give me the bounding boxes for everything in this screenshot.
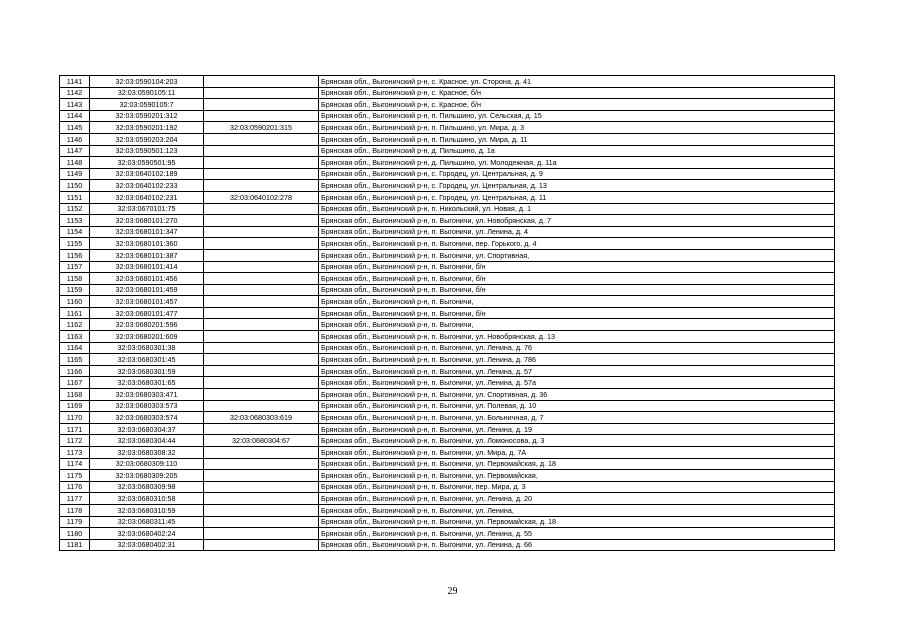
page-number: 29 — [447, 586, 458, 597]
cadastral-number-cell: 32:03:0680303:574 — [90, 412, 204, 424]
cadastral-number-cell: 32:03:0680301:45 — [90, 354, 204, 366]
cadastral-number-cell: 32:03:0640102:189 — [90, 168, 204, 180]
table-row — [60, 307, 835, 319]
linked-cadastral-number-cell — [204, 76, 319, 88]
cadastral-number-cell: 32:03:0680301:59 — [90, 365, 204, 377]
linked-cadastral-number-cell — [204, 423, 319, 435]
linked-cadastral-number-cell — [204, 168, 319, 180]
table-row — [60, 377, 835, 389]
address-cell: Брянская обл., Выгоничский р-н, д. Пильшино, ул. Молодежная, д. 11а — [319, 157, 835, 169]
cadastral-number-cell: 32:03:0590201:312 — [90, 110, 204, 122]
row-number-cell: 1177 — [60, 493, 90, 505]
table-row — [60, 365, 835, 377]
address-cell: Брянская обл., Выгоничский р-н, с. Городец, ул. Центральная, д. 11 — [319, 191, 835, 203]
row-number-cell: 1169 — [60, 400, 90, 412]
table-row — [60, 168, 835, 180]
row-number-cell: 1141 — [60, 76, 90, 88]
address-cell: Брянская обл., Выгоничский р-н, п. Выгоничи, ул. Первомайская, д. 18 — [319, 458, 835, 470]
table-row — [60, 145, 835, 157]
row-number-cell: 1161 — [60, 307, 90, 319]
cadastral-number-cell: 32:03:0680309:110 — [90, 458, 204, 470]
linked-cadastral-number-cell — [204, 319, 319, 331]
address-cell: Брянская обл., Выгоничский р-н, п. Выгоничи, ул. Первомайская, д. 18 — [319, 516, 835, 528]
address-cell: Брянская обл., Выгоничский р-н, п. Выгоничи, ул. Ломоносова, д. 3 — [319, 435, 835, 447]
row-number-cell: 1153 — [60, 215, 90, 227]
row-number-cell: 1163 — [60, 331, 90, 343]
linked-cadastral-number-cell: 32:03:0680303:619 — [204, 412, 319, 424]
linked-cadastral-number-cell: 32:03:0590201:315 — [204, 122, 319, 134]
cadastral-number-cell: 32:03:0590203:204 — [90, 133, 204, 145]
address-cell: Брянская обл., Выгоничский р-н, п. Пильшино, ул. Сельская, д. 15 — [319, 110, 835, 122]
linked-cadastral-number-cell — [204, 331, 319, 343]
address-cell: Брянская обл., Выгоничский р-н, п. Выгоничи, ул. Ленина, д. 76 — [319, 342, 835, 354]
address-cell: Брянская обл., Выгоничский р-н, п. Выгоничи, ул. Спортивная, — [319, 249, 835, 261]
cadastral-number-cell: 32:03:0670101:75 — [90, 203, 204, 215]
address-cell: Брянская обл., Выгоничский р-н, п. Выгоничи, ул. Ленина, д. 4 — [319, 226, 835, 238]
linked-cadastral-number-cell — [204, 284, 319, 296]
table-row — [60, 238, 835, 250]
address-cell: Брянская обл., Выгоничский р-н, п. Выгоничи, б/н — [319, 307, 835, 319]
table-row — [60, 296, 835, 308]
table-row — [60, 423, 835, 435]
table-row — [60, 342, 835, 354]
address-cell: Брянская обл., Выгоничский р-н, п. Выгоничи, б/н — [319, 284, 835, 296]
table-row — [60, 157, 835, 169]
address-cell: Брянская обл., Выгоничский р-н, п. Выгоничи, — [319, 319, 835, 331]
address-cell: Брянская обл., Выгоничский р-н, п. Выгоничи, ул. Полевая, д. 10 — [319, 400, 835, 412]
linked-cadastral-number-cell — [204, 296, 319, 308]
row-number-cell: 1181 — [60, 539, 90, 551]
cadastral-number-cell: 32:03:0590105:7 — [90, 99, 204, 111]
cadastral-number-cell: 32:03:0680101:270 — [90, 215, 204, 227]
cadastral-number-cell: 32:03:0590501:123 — [90, 145, 204, 157]
cadastral-number-cell: 32:03:0680101:347 — [90, 226, 204, 238]
address-cell: Брянская обл., Выгоничский р-н, п. Выгоничи, ул. Ленина, д. 66 — [319, 539, 835, 551]
table-row — [60, 470, 835, 482]
cadastral-number-cell: 32:03:0590104:203 — [90, 76, 204, 88]
cadastral-number-cell: 32:03:0680301:65 — [90, 377, 204, 389]
cadastral-number-cell: 32:03:0680303:471 — [90, 389, 204, 401]
row-number-cell: 1168 — [60, 389, 90, 401]
row-number-cell: 1173 — [60, 447, 90, 459]
linked-cadastral-number-cell — [204, 539, 319, 551]
linked-cadastral-number-cell — [204, 458, 319, 470]
table-row — [60, 203, 835, 215]
table-row — [60, 110, 835, 122]
address-cell: Брянская обл., Выгоничский р-н, п. Выгоничи, пер. Мира, д. 3 — [319, 481, 835, 493]
address-cell: Брянская обл., Выгоничский р-н, с. Красное, б/н — [319, 87, 835, 99]
table-row — [60, 87, 835, 99]
linked-cadastral-number-cell — [204, 238, 319, 250]
row-number-cell: 1167 — [60, 377, 90, 389]
row-number-cell: 1160 — [60, 296, 90, 308]
row-number-cell: 1145 — [60, 122, 90, 134]
row-number-cell: 1164 — [60, 342, 90, 354]
row-number-cell: 1151 — [60, 191, 90, 203]
row-number-cell: 1166 — [60, 365, 90, 377]
linked-cadastral-number-cell: 32:03:0640102:278 — [204, 191, 319, 203]
linked-cadastral-number-cell: 32:03:0680304:67 — [204, 435, 319, 447]
row-number-cell: 1150 — [60, 180, 90, 192]
cadastral-number-cell: 32:03:0680311:45 — [90, 516, 204, 528]
cadastral-number-cell: 32:03:0680101:459 — [90, 284, 204, 296]
linked-cadastral-number-cell — [204, 307, 319, 319]
linked-cadastral-number-cell — [204, 261, 319, 273]
cadastral-number-cell: 32:03:0680101:457 — [90, 296, 204, 308]
table-row — [60, 493, 835, 505]
linked-cadastral-number-cell — [204, 99, 319, 111]
address-cell: Брянская обл., Выгоничский р-н, п. Выгоничи, ул. Новобрянская, д. 7 — [319, 215, 835, 227]
table-row — [60, 354, 835, 366]
row-number-cell: 1148 — [60, 157, 90, 169]
row-number-cell: 1158 — [60, 273, 90, 285]
linked-cadastral-number-cell — [204, 157, 319, 169]
table-row — [60, 319, 835, 331]
cadastral-number-cell: 32:03:0680304:44 — [90, 435, 204, 447]
cadastral-number-cell: 32:03:0590201:192 — [90, 122, 204, 134]
address-cell: Брянская обл., Выгоничский р-н, п. Пильшино, ул. Мира, д. 3 — [319, 122, 835, 134]
address-cell: Брянская обл., Выгоничский р-н, п. Никольский, ул. Новая, д. 1 — [319, 203, 835, 215]
registry-table-body — [60, 76, 835, 551]
address-cell: Брянская обл., Выгоничский р-н, с. Красное, б/н — [319, 99, 835, 111]
cadastral-number-cell: 32:03:0680101:360 — [90, 238, 204, 250]
table-row — [60, 99, 835, 111]
row-number-cell: 1144 — [60, 110, 90, 122]
linked-cadastral-number-cell — [204, 110, 319, 122]
address-cell: Брянская обл., Выгоничский р-н, п. Выгоничи, ул. Ленина, — [319, 504, 835, 516]
linked-cadastral-number-cell — [204, 365, 319, 377]
table-row — [60, 273, 835, 285]
linked-cadastral-number-cell — [204, 389, 319, 401]
table-row — [60, 133, 835, 145]
address-cell: Брянская обл., Выгоничский р-н, п. Выгоничи, ул. Ленина, д. 57 — [319, 365, 835, 377]
row-number-cell: 1149 — [60, 168, 90, 180]
linked-cadastral-number-cell — [204, 400, 319, 412]
row-number-cell: 1179 — [60, 516, 90, 528]
linked-cadastral-number-cell — [204, 470, 319, 482]
row-number-cell: 1155 — [60, 238, 90, 250]
table-row — [60, 261, 835, 273]
cadastral-number-cell: 32:03:0680309:205 — [90, 470, 204, 482]
row-number-cell: 1147 — [60, 145, 90, 157]
cadastral-number-cell: 32:03:0680304:37 — [90, 423, 204, 435]
cadastral-number-cell: 32:03:0680101:387 — [90, 249, 204, 261]
linked-cadastral-number-cell — [204, 273, 319, 285]
linked-cadastral-number-cell — [204, 493, 319, 505]
row-number-cell: 1152 — [60, 203, 90, 215]
linked-cadastral-number-cell — [204, 133, 319, 145]
linked-cadastral-number-cell — [204, 180, 319, 192]
address-cell: Брянская обл., Выгоничский р-н, п. Выгоничи, ул. Ленина, д. 20 — [319, 493, 835, 505]
address-cell: Брянская обл., Выгоничский р-н, д. Пильшино, д. 1а — [319, 145, 835, 157]
table-row — [60, 389, 835, 401]
row-number-cell: 1165 — [60, 354, 90, 366]
linked-cadastral-number-cell — [204, 87, 319, 99]
address-cell: Брянская обл., Выгоничский р-н, п. Выгоничи, б/н — [319, 273, 835, 285]
row-number-cell: 1142 — [60, 87, 90, 99]
address-cell: Брянская обл., Выгоничский р-н, п. Пильшино, ул. Мира, д. 11 — [319, 133, 835, 145]
registry-table — [59, 75, 835, 551]
cadastral-number-cell: 32:03:0680309:98 — [90, 481, 204, 493]
row-number-cell: 1154 — [60, 226, 90, 238]
table-row — [60, 215, 835, 227]
cadastral-number-cell: 32:03:0680310:59 — [90, 504, 204, 516]
table-row — [60, 504, 835, 516]
cadastral-number-cell: 32:03:0680402:24 — [90, 528, 204, 540]
row-number-cell: 1176 — [60, 481, 90, 493]
linked-cadastral-number-cell — [204, 145, 319, 157]
address-cell: Брянская обл., Выгоничский р-н, п. Выгоничи, ул. Ленина, д. 19 — [319, 423, 835, 435]
linked-cadastral-number-cell — [204, 528, 319, 540]
table-row — [60, 435, 835, 447]
row-number-cell: 1146 — [60, 133, 90, 145]
address-cell: Брянская обл., Выгоничский р-н, п. Выгоничи, ул. Ленина, д. 786 — [319, 354, 835, 366]
address-cell: Брянская обл., Выгоничский р-н, с. Городец, ул. Центральная, д. 9 — [319, 168, 835, 180]
cadastral-number-cell: 32:03:0680308:32 — [90, 447, 204, 459]
address-cell: Брянская обл., Выгоничский р-н, п. Выгоничи, ул. Ленина, д. 55 — [319, 528, 835, 540]
linked-cadastral-number-cell — [204, 342, 319, 354]
row-number-cell: 1156 — [60, 249, 90, 261]
cadastral-number-cell: 32:03:0590501:95 — [90, 157, 204, 169]
address-cell: Брянская обл., Выгоничский р-н, п. Выгоничи, ул. Больничная, д. 7 — [319, 412, 835, 424]
cadastral-number-cell: 32:03:0680101:414 — [90, 261, 204, 273]
address-cell: Брянская обл., Выгоничский р-н, п. Выгоничи, ул. Спортивная, д. 36 — [319, 389, 835, 401]
address-cell: Брянская обл., Выгоничский р-н, п. Выгоничи, ул. Мира, д. 7А — [319, 447, 835, 459]
table-row — [60, 284, 835, 296]
row-number-cell: 1178 — [60, 504, 90, 516]
cadastral-number-cell: 32:03:0680101:456 — [90, 273, 204, 285]
address-cell: Брянская обл., Выгоничский р-н, с. Красное, ул. Сторона, д. 41 — [319, 76, 835, 88]
table-row — [60, 400, 835, 412]
table-row — [60, 412, 835, 424]
table-row — [60, 447, 835, 459]
cadastral-number-cell: 32:03:0680201:596 — [90, 319, 204, 331]
address-cell: Брянская обл., Выгоничский р-н, п. Выгоничи, ул. Первомайская, — [319, 470, 835, 482]
cadastral-number-cell: 32:03:0640102:231 — [90, 191, 204, 203]
table-row — [60, 528, 835, 540]
row-number-cell: 1171 — [60, 423, 90, 435]
linked-cadastral-number-cell — [204, 447, 319, 459]
table-row — [60, 249, 835, 261]
registry-table-container — [59, 75, 834, 551]
cadastral-number-cell: 32:03:0680402:31 — [90, 539, 204, 551]
row-number-cell: 1143 — [60, 99, 90, 111]
address-cell: Брянская обл., Выгоничский р-н, п. Выгоничи, пер. Горького, д. 4 — [319, 238, 835, 250]
cadastral-number-cell: 32:03:0680301:38 — [90, 342, 204, 354]
linked-cadastral-number-cell — [204, 516, 319, 528]
row-number-cell: 1174 — [60, 458, 90, 470]
table-row — [60, 226, 835, 238]
linked-cadastral-number-cell — [204, 249, 319, 261]
row-number-cell: 1172 — [60, 435, 90, 447]
row-number-cell: 1157 — [60, 261, 90, 273]
table-row — [60, 191, 835, 203]
linked-cadastral-number-cell — [204, 377, 319, 389]
row-number-cell: 1162 — [60, 319, 90, 331]
linked-cadastral-number-cell — [204, 504, 319, 516]
table-row — [60, 180, 835, 192]
cadastral-number-cell: 32:03:0640102:233 — [90, 180, 204, 192]
table-row — [60, 458, 835, 470]
table-row — [60, 516, 835, 528]
table-row — [60, 122, 835, 134]
address-cell: Брянская обл., Выгоничский р-н, п. Выгоничи, ул. Ленина, д. 57а — [319, 377, 835, 389]
linked-cadastral-number-cell — [204, 203, 319, 215]
linked-cadastral-number-cell — [204, 226, 319, 238]
cadastral-number-cell: 32:03:0680310:58 — [90, 493, 204, 505]
cadastral-number-cell: 32:03:0680201:609 — [90, 331, 204, 343]
cadastral-number-cell: 32:03:0590105:11 — [90, 87, 204, 99]
table-row — [60, 539, 835, 551]
linked-cadastral-number-cell — [204, 215, 319, 227]
row-number-cell: 1170 — [60, 412, 90, 424]
table-row — [60, 331, 835, 343]
row-number-cell: 1180 — [60, 528, 90, 540]
row-number-cell: 1175 — [60, 470, 90, 482]
linked-cadastral-number-cell — [204, 481, 319, 493]
linked-cadastral-number-cell — [204, 354, 319, 366]
table-row — [60, 76, 835, 88]
address-cell: Брянская обл., Выгоничский р-н, п. Выгоничи, б/н — [319, 261, 835, 273]
row-number-cell: 1159 — [60, 284, 90, 296]
cadastral-number-cell: 32:03:0680101:477 — [90, 307, 204, 319]
address-cell: Брянская обл., Выгоничский р-н, п. Выгоничи, ул. Новобрянская, д. 13 — [319, 331, 835, 343]
cadastral-number-cell: 32:03:0680303:573 — [90, 400, 204, 412]
address-cell: Брянская обл., Выгоничский р-н, с. Городец, ул. Центральная, д. 13 — [319, 180, 835, 192]
table-row — [60, 481, 835, 493]
address-cell: Брянская обл., Выгоничский р-н, п. Выгоничи, — [319, 296, 835, 308]
